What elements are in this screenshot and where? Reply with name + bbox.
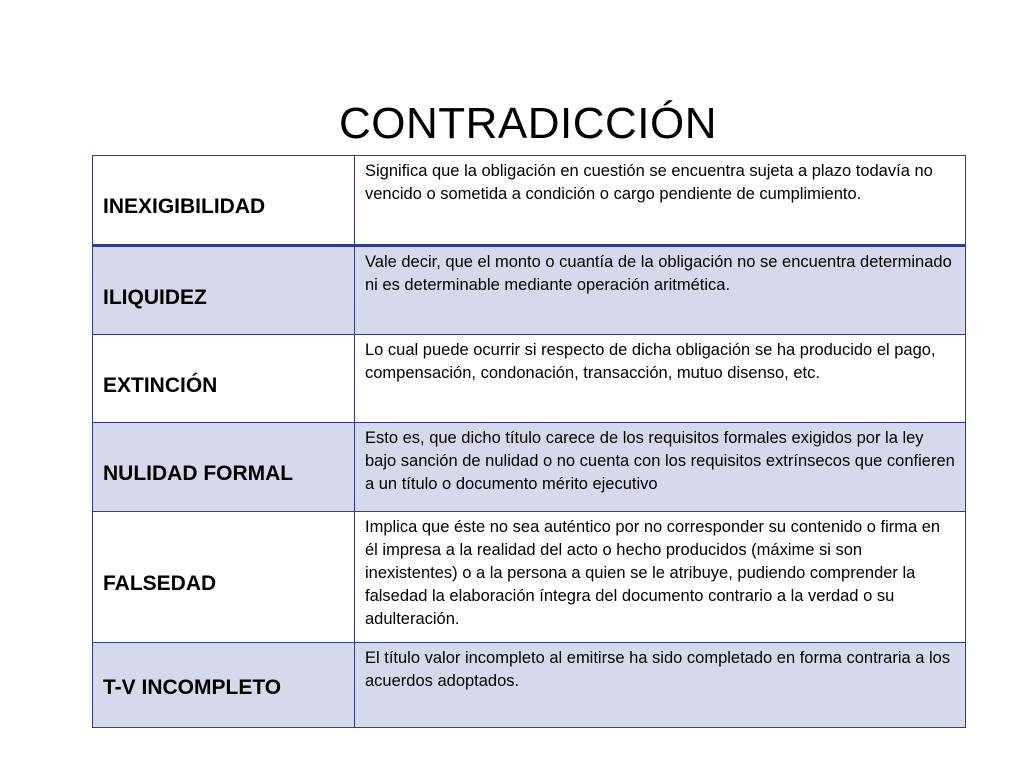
term-cell: INEXIGIBILIDAD <box>93 156 355 246</box>
table-row <box>93 643 966 728</box>
description-cell: Implica que éste no sea auténtico por no corresponder su contenido o firma en él impresa a la realidad del acto o hecho producidos (máxime si son inexistentes) o a la persona a quien se le atribuye, pudiendo comprender la falsedad la elaboración íntegra del documento contrario a la verdad o su adulteración. <box>355 512 966 643</box>
description-cell: Vale decir, que el monto o cuantía de la obligación no se encuentra determinado ni es determinable mediante operación aritmética. <box>355 246 966 335</box>
definitions-table-container <box>92 155 965 728</box>
description-cell: Significa que la obligación en cuestión se encuentra sujeta a plazo todavía no vencido o sometida a condición o cargo pendiente de cumplimiento. <box>355 156 966 246</box>
table-row <box>93 156 966 246</box>
table-row <box>93 423 966 512</box>
description-cell: Esto es, que dicho título carece de los requisitos formales exigidos por la ley bajo sanción de nulidad o no cuenta con los requisitos extrínsecos que confieren a un título o documento mérito ejecutivo <box>355 423 966 512</box>
term-cell: NULIDAD FORMAL <box>93 423 355 512</box>
term-cell: T-V INCOMPLETO <box>93 643 355 728</box>
table-row <box>93 246 966 335</box>
definitions-table <box>92 155 966 728</box>
term-cell: EXTINCIÓN <box>93 335 355 423</box>
slide-title: CONTRADICCIÓN <box>338 99 718 149</box>
term-cell: FALSEDAD <box>93 512 355 643</box>
table-row <box>93 512 966 643</box>
description-cell: Lo cual puede ocurrir si respecto de dicha obligación se ha producido el pago, compensación, condonación, transacción, mutuo disenso, etc. <box>355 335 966 423</box>
description-cell: El título valor incompleto al emitirse ha sido completado en forma contraria a los acuerdos adoptados. <box>355 643 966 728</box>
term-cell: ILIQUIDEZ <box>93 246 355 335</box>
table-row <box>93 335 966 423</box>
